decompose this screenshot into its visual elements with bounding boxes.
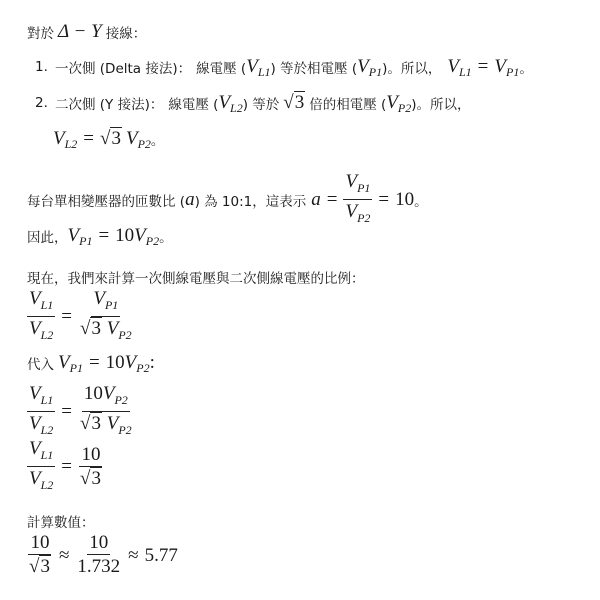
math-text: V <box>53 128 65 149</box>
math-text: V <box>29 383 41 404</box>
math-text: 10 <box>81 443 101 465</box>
math-subscript: P1 <box>104 297 119 312</box>
compute-label <box>27 511 95 531</box>
math-text: 10 <box>83 383 103 404</box>
math-text <box>27 383 55 412</box>
math-vp1 <box>494 56 519 78</box>
heading-text-end: 接線： <box>105 26 147 42</box>
math-vl1 <box>447 56 471 78</box>
result-value: 5.77 <box>144 544 178 566</box>
math-subscript: P2 <box>145 234 160 248</box>
fraction <box>27 532 53 579</box>
heading <box>27 21 146 43</box>
turns-ratio-line <box>27 171 428 230</box>
math-subscript: P2 <box>357 210 371 225</box>
math-text: 3 <box>111 128 121 149</box>
math-text: 3 <box>294 92 305 113</box>
text: ) 等於 <box>242 97 280 113</box>
math-subscript: L1 <box>40 447 54 462</box>
math-text: V <box>494 56 506 77</box>
list-number: 2. <box>35 95 48 111</box>
math-text: 10 <box>105 352 125 373</box>
math-text: V <box>29 412 41 434</box>
math-sqrt3: √3 <box>283 92 305 113</box>
math-text: 每台單相變壓器的匝數比 ( <box>27 194 186 211</box>
math-text: V <box>29 288 41 309</box>
math-text: : <box>149 352 155 373</box>
math-text: V <box>124 352 137 373</box>
now-line <box>27 267 365 287</box>
math-subscript: P2 <box>118 327 132 342</box>
math-text: V <box>106 317 119 339</box>
fraction <box>78 383 134 442</box>
substitute-line <box>27 352 155 374</box>
math-text: 10 <box>89 532 109 553</box>
math-subscript: L1 <box>458 65 472 79</box>
math-text <box>343 200 372 230</box>
math-text <box>134 225 159 247</box>
delta-y-math: Δ − Y <box>58 21 102 42</box>
equals: = <box>477 56 489 77</box>
math-subscript: L2 <box>40 327 54 342</box>
list-number: 1. <box>35 59 48 75</box>
math-text: 。 <box>414 194 428 211</box>
math-text <box>53 128 77 150</box>
math-subscript: P1 <box>69 361 83 375</box>
equation-vl2 <box>53 128 164 150</box>
math-text: 3 <box>40 556 50 577</box>
math-subscript: P2 <box>114 392 128 407</box>
math-text <box>27 438 55 467</box>
list-item-2 <box>35 92 471 114</box>
math-subscript: P2 <box>118 422 132 437</box>
math-text: 現在，我們來計算一次側線電壓與二次側線電壓的比例： <box>27 271 365 287</box>
math-text: V <box>345 200 358 222</box>
math-text: a <box>185 189 195 211</box>
math-text: V <box>58 352 70 373</box>
text: )。所以， <box>382 61 442 77</box>
math-subscript: P2 <box>397 101 412 115</box>
math-text: 因此， <box>27 230 68 246</box>
math-text: ) 為 10:1，這表示 <box>194 194 307 211</box>
math-subscript: P1 <box>79 234 93 248</box>
math-subscript: L1 <box>257 65 271 79</box>
math-text <box>68 225 93 247</box>
math-text: V <box>246 56 258 77</box>
math-text <box>126 128 151 150</box>
text: 線電壓 ( <box>168 97 219 113</box>
math-text: ≈ <box>128 544 139 566</box>
equation-ratio-2 <box>27 383 134 442</box>
math-text <box>27 555 53 579</box>
fraction <box>343 171 372 230</box>
math-text: √3 <box>29 556 50 577</box>
math-vl1 <box>246 56 270 78</box>
math-text <box>78 317 134 347</box>
heading-text: 對於 <box>27 26 54 42</box>
math-text: V <box>345 171 358 192</box>
math-text: V <box>29 438 41 459</box>
math-subscript: P2 <box>136 361 150 375</box>
math-text: V <box>106 412 119 434</box>
text: 線電壓 ( <box>196 61 247 77</box>
math-text: V <box>93 288 105 309</box>
fraction <box>75 532 122 579</box>
math-text <box>27 317 55 347</box>
math-subscript: L1 <box>40 392 54 407</box>
math-text <box>82 383 130 412</box>
math-text <box>27 288 55 317</box>
math-text: V <box>29 317 41 339</box>
math-text: 。 <box>159 230 173 246</box>
math-text: √3 <box>80 467 101 489</box>
math-text: V <box>386 92 398 113</box>
math-text: = <box>83 128 95 149</box>
math-subscript: L1 <box>40 297 54 312</box>
text: )。所以， <box>411 97 471 113</box>
math-vp1 <box>357 56 382 78</box>
math-text: 10 <box>395 189 415 211</box>
math-text: V <box>357 56 369 77</box>
math-text: √3 <box>100 128 121 149</box>
math-text: V <box>29 467 41 489</box>
math-vp2 <box>386 92 411 114</box>
math-text: V <box>125 128 138 149</box>
math-text: V <box>218 92 231 113</box>
math-subscript: L2 <box>230 101 243 115</box>
math-text <box>78 467 104 491</box>
fraction <box>27 438 55 497</box>
item-label: 一次側 (Delta 接法)： <box>55 61 192 77</box>
equation-ratio-1 <box>27 288 134 347</box>
math-text: √3 <box>80 412 101 434</box>
math-text: = <box>61 306 73 328</box>
math-text <box>91 288 120 317</box>
math-text <box>102 383 128 407</box>
therefore-line <box>27 225 173 247</box>
math-text <box>125 352 150 374</box>
math-subscript: L2 <box>64 137 78 151</box>
text: 倍的相電壓 ( <box>309 97 387 113</box>
equation-numeric <box>27 532 178 579</box>
math-text: = <box>326 189 338 211</box>
fraction <box>78 288 134 347</box>
item-label: 二次側 (Y 接法)： <box>55 97 164 113</box>
math-text: 3 <box>91 412 101 434</box>
math-text: √3 <box>80 317 101 339</box>
math-vl2 <box>218 92 242 114</box>
math-text: V <box>134 225 146 246</box>
math-text: a <box>311 189 321 211</box>
math-text: 。 <box>150 133 165 149</box>
math-subscript: P1 <box>505 65 520 79</box>
math-text: 代入 <box>27 357 54 373</box>
text: ) 等於相電壓 ( <box>270 61 358 77</box>
math-text: 10 <box>30 532 50 553</box>
math-text <box>27 467 55 497</box>
math-text: 計算數值： <box>27 515 95 531</box>
math-text <box>106 317 132 342</box>
math-text: V <box>102 383 115 404</box>
math-subscript: L2 <box>40 422 54 437</box>
list-item-1 <box>35 56 533 78</box>
math-subscript: L2 <box>40 477 54 492</box>
math-text: = <box>61 456 73 478</box>
math-text: V <box>67 225 80 246</box>
math-subscript: P1 <box>357 180 371 195</box>
math-text: = <box>378 189 390 211</box>
math-text: = <box>98 225 110 246</box>
math-text: 3 <box>91 467 101 489</box>
fraction <box>27 383 55 442</box>
math-subscript: P1 <box>368 65 383 79</box>
math-text <box>58 352 83 374</box>
equation-ratio-3 <box>27 438 104 497</box>
text: 。 <box>519 61 533 77</box>
math-subscript: P2 <box>137 137 151 151</box>
fraction <box>78 444 104 491</box>
math-text: V <box>447 56 459 77</box>
fraction <box>27 288 55 347</box>
math-text: 3 <box>91 317 101 339</box>
math-text: 1.732 <box>77 556 121 577</box>
math-text: = <box>61 401 73 423</box>
math-text: = <box>88 352 100 373</box>
math-text: 10 <box>115 225 135 246</box>
math-text <box>343 171 372 200</box>
math-text <box>106 412 132 437</box>
math-text: ≈ <box>58 544 70 566</box>
